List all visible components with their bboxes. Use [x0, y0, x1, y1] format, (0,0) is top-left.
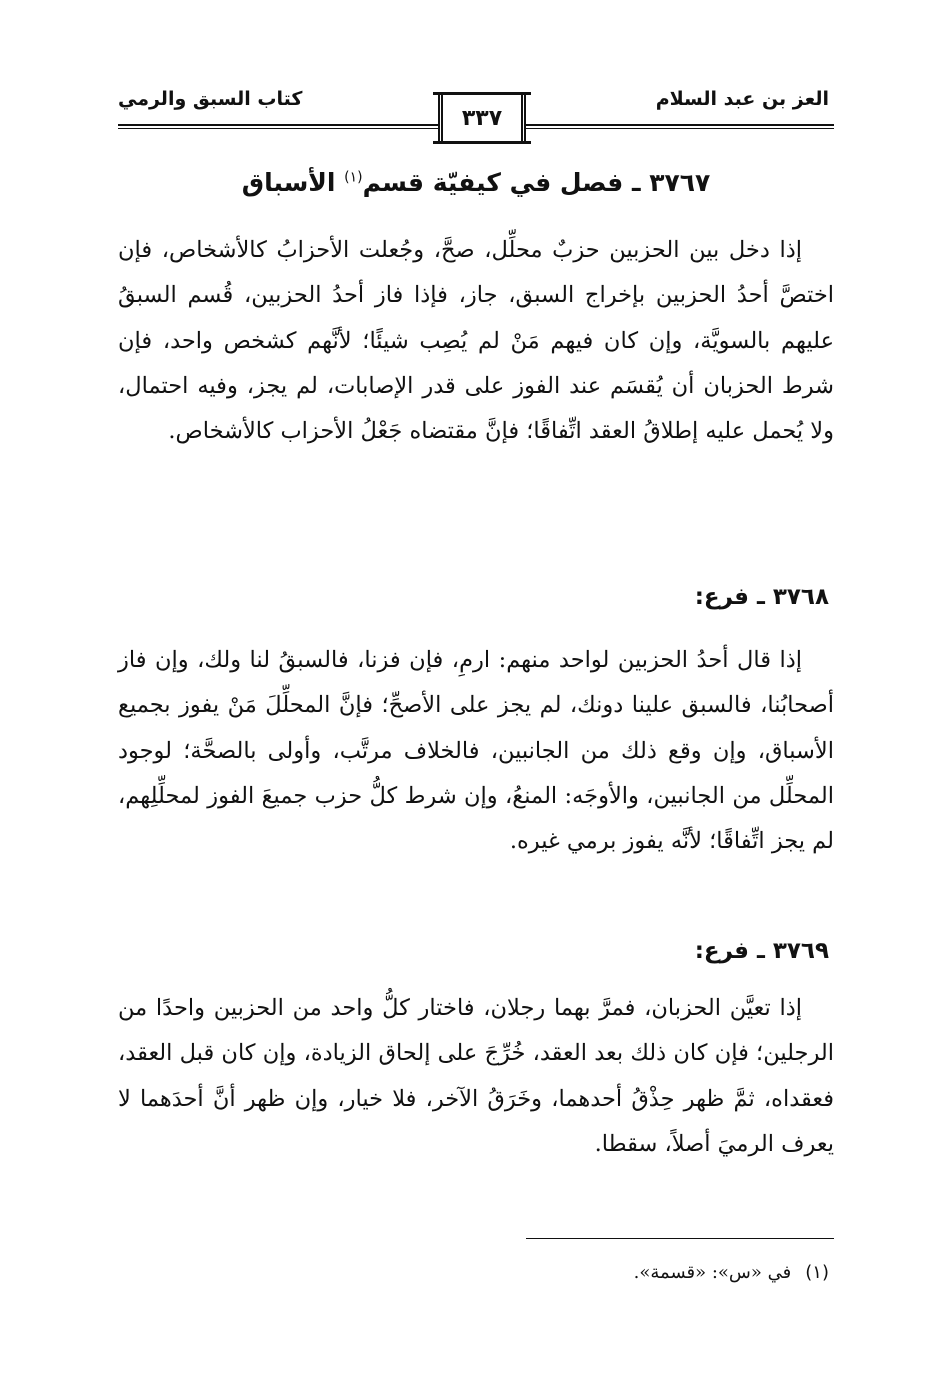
branch-heading-3768: ٣٧٦٨ ـ فرع:: [694, 584, 829, 610]
section-paragraph: إذا دخل بين الحزبين حزبٌ محلِّل، صحَّ، وجُعلت الأحزابُ كالأشخاص، فإن اختصَّ أحدُ الحزبين بإخراج السبق، جاز، فإذا فاز أحدُ الحزبين، قُسم السبقُ عليهم بالسويَّة، وإن كان فيهم مَنْ لم يُصِب شيئًا؛ لأنَّهم كشخص واحد، فإن شرط الحزبان أن يُقسَم عند الفوز على قدر الإصابات، لم يجز، وفيه احتمال، ولا يُحمل عليه إطلاقُ العقد اتِّفاقًا؛ فإنَّ مقتضاه جَعْلُ الأحزاب كالأشخاص.: [118, 237, 834, 445]
branch-paragraph-3769: إذا تعيَّن الحزبان، فمرَّ بهما رجلان، فاختار كلُّ واحد من الحزبين واحدًا من الرجلين؛ فإن كان ذلك بعد العقد، خُرِّجَ على إلحاق الزيادة، وإن كان قبل العقد، فعقداه، ثمَّ ظهر حِذْقُ أحدهما، وخَرَقُ الآخر، فلا خيار، وإن ظهر أنَّ أحدَهما لا يعرف الرميَ أصلاً، سقطا.: [118, 995, 834, 1157]
footnote-number: (١): [805, 1262, 829, 1283]
page-number: ٣٣٧: [461, 105, 503, 131]
branch-paragraph-3768: إذا قال أحدُ الحزبين لواحد منهم: ارمِ، فإن فزنا، فالسبقُ لنا ولك، وإن فاز أصحابُنا، فالسبق علينا دونك، لم يجز على الأصحِّ؛ فإنَّ المحلِّلَ مَنْ يفوز بجميع الأسباق، وإن وقع ذلك من الجانبين، فالخلاف مرتَّب، وأولى بالصحَّة؛ لوجود المحلِّل من الجانبين، والأوجَه: المنعُ، وإن شرط كلُّ حزب جميعَ الفوز لمحلِّلِهم، لم يجز اتِّفاقًا؛ لأنَّه يفوز برمي غيره.: [118, 647, 834, 855]
footnote-rule: [526, 1238, 834, 1239]
footnote-text: في «س»: «قسمة».: [633, 1262, 792, 1283]
footnote: [634, 1262, 829, 1283]
section-title-end: الأسباق: [241, 168, 345, 197]
section-title: [118, 168, 834, 197]
section-title-text: ٣٧٦٧ ـ فصل في كيفيّة قسم: [362, 168, 711, 197]
footnote-reference: (١): [344, 169, 363, 186]
branch-heading-3769: ٣٧٦٩ ـ فرع:: [694, 938, 829, 964]
page-number-frame: [438, 94, 526, 142]
running-header-book: كتاب السبق والرمي: [118, 88, 303, 110]
running-header-author: العز بن عبد السلام: [655, 88, 829, 110]
